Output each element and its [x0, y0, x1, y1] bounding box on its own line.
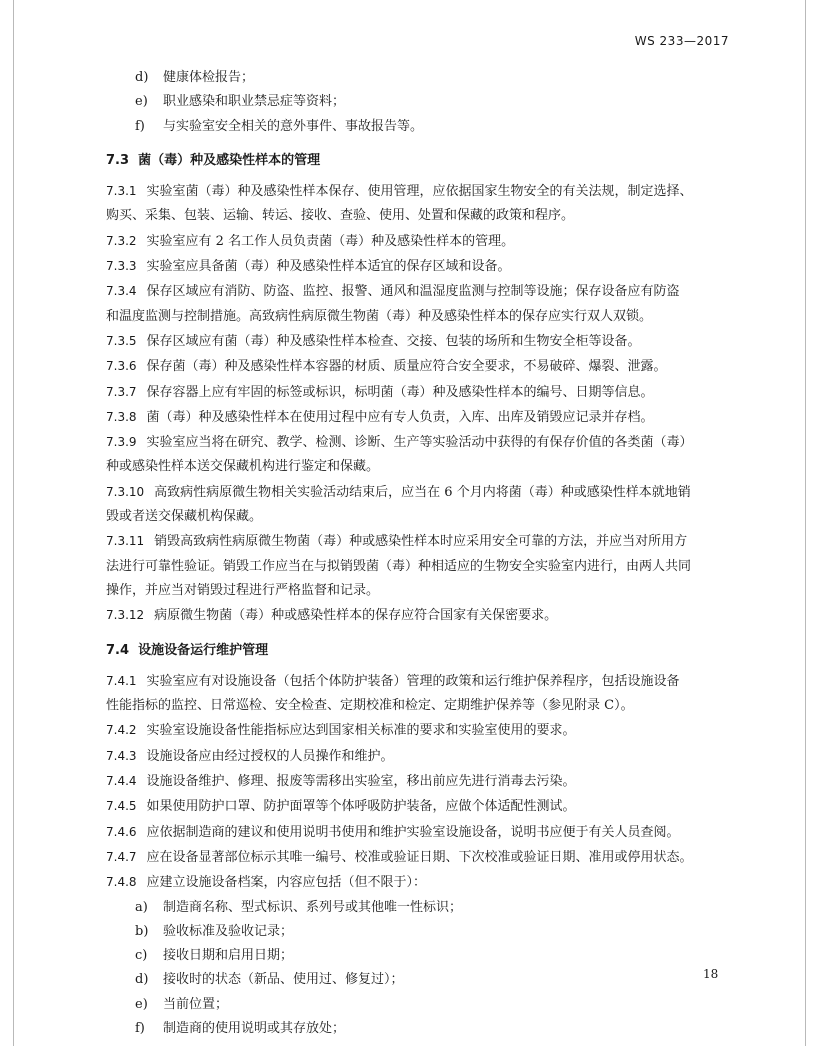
clause-line [106, 669, 732, 694]
clause-line [106, 354, 732, 379]
clause-line [106, 555, 732, 579]
clause-line [106, 603, 732, 628]
item-text: 制造商名称、型式标识、系列号或其他唯一性标识； [163, 899, 463, 915]
clause-line [106, 279, 732, 304]
document-body [106, 66, 732, 1041]
clause-text: 菌（毒）种及感染性样本在使用过程中应有专人负责，入库、出库及销毁应记录并存档。 [146, 409, 654, 425]
item-label: e) [135, 996, 148, 1012]
clause-text: 如果使用防护口罩、防护面罩等个体呼吸防护装备，应做个体适配性测试。 [146, 799, 576, 815]
clause-number: 7.3.9 [106, 435, 137, 450]
clause-text: 销毁高致病性病原微生物菌（毒）种或感染性样本时应采用安全可靠的方法，并应当对所用方 [154, 534, 688, 550]
clause-number: 7.4.3 [106, 748, 137, 763]
clause-line [106, 380, 732, 405]
item-label: e) [135, 94, 148, 110]
clause-text: 实验室应有对设施设备（包括个体防护装备）管理的政策和运行维护保养程序，包括设施设备 [146, 673, 680, 689]
item-label: b) [135, 923, 149, 939]
clause-line [106, 769, 732, 794]
clause-text: 设施设备应由经过授权的人员操作和维护。 [146, 748, 394, 764]
item-label: a) [135, 899, 148, 915]
clause-line [106, 179, 732, 204]
clause-number: 7.3.1 [106, 184, 137, 199]
clause-line [106, 229, 732, 254]
clause-line [106, 455, 732, 479]
clause-number: 7.3.4 [106, 284, 137, 299]
clause-text: 高致病性病原微生物相关实验活动结束后，应当在 6 个月内将菌（毒）种或感染性样本就地销 [154, 484, 691, 500]
clause-line [106, 794, 732, 819]
clause-number: 7.4.2 [106, 723, 137, 738]
clause-text: 种或感染性样本送交保藏机构进行鉴定和保藏。 [106, 459, 380, 475]
left-margin-rule [13, 0, 14, 1046]
clause-text: 操作，并应当对销毁过程进行严格监督和记录。 [106, 582, 380, 598]
clause-number: 7.3.2 [106, 233, 137, 248]
top-item-list [106, 66, 732, 139]
clause-number: 7.4.1 [106, 673, 137, 688]
item-text: 当前位置； [163, 996, 229, 1012]
clause-text: 应依据制造商的建议和使用说明书使用和维护实验室设施设备，说明书应便于有关人员查阅。 [146, 824, 680, 840]
clause-line [106, 820, 732, 845]
clause-line [106, 744, 732, 769]
clause-text: 实验室设施设备性能指标应达到国家相关标准的要求和实验室使用的要求。 [146, 723, 576, 739]
section-heading-7-4 [106, 639, 732, 663]
section-title: 菌（毒）种及感染性样本的管理 [138, 152, 321, 168]
list-item [106, 1017, 732, 1041]
item-text: 制造商的使用说明或其存放处； [163, 1020, 346, 1036]
list-item [106, 920, 732, 944]
clause-line [106, 529, 732, 554]
clause-number: 7.3.11 [106, 534, 145, 549]
clause-text: 购买、采集、包装、运输、转运、接收、查验、使用、处置和保藏的政策和程序。 [106, 208, 575, 224]
list-item [106, 993, 732, 1017]
clause-line [106, 694, 732, 718]
clause-number: 7.4.7 [106, 849, 137, 864]
list-item [106, 115, 732, 139]
clause-line [106, 718, 732, 743]
page-number: 18 [703, 967, 719, 981]
clause-number: 7.3.8 [106, 409, 137, 424]
clause-line [106, 579, 732, 603]
clause-text: 设施设备维护、修理、报废等需移出实验室，移出前应先进行消毒去污染。 [146, 774, 576, 790]
section-title: 设施设备运行维护管理 [138, 642, 269, 658]
clause-text: 实验室应有 2 名工作人员负责菌（毒）种及感染性样本的管理。 [146, 233, 515, 249]
list-item [106, 66, 732, 90]
item-text: 接收日期和启用日期； [163, 948, 294, 964]
clause-line [106, 845, 732, 870]
clause-number: 7.3.12 [106, 608, 145, 623]
standard-code-header: WS 233—2017 [634, 34, 729, 48]
clause-text: 保存区域应有菌（毒）种及感染性样本检查、交接、包装的场所和生物安全柜等设备。 [146, 333, 641, 349]
clause-line [106, 254, 732, 279]
clause-number: 7.4.8 [106, 875, 137, 890]
clause-text: 实验室菌（毒）种及感染性样本保存、使用管理，应依据国家生物安全的有关法规，制定选择、 [146, 184, 693, 200]
clause-text: 法进行可靠性验证。销毁工作应当在与拟销毁菌（毒）种相适应的生物安全实验室内进行，由两人共同 [106, 558, 692, 574]
section-number: 7.3 [106, 152, 130, 168]
item-list-7-4-8 [106, 896, 732, 1042]
clause-text: 保存区域应有消防、防盗、监控、报警、通风和温湿度监测与控制等设施；保存设备应有防盗 [146, 284, 680, 300]
item-label: d) [135, 972, 149, 988]
clause-line [106, 305, 732, 329]
clause-number: 7.4.6 [106, 824, 137, 839]
clause-number: 7.3.3 [106, 259, 137, 274]
clause-number: 7.3.10 [106, 484, 145, 499]
item-text: 健康体检报告； [163, 70, 255, 85]
list-item [106, 90, 732, 114]
clause-line [106, 405, 732, 430]
clause-text: 病原微生物菌（毒）种或感染性样本的保存应符合国家有关保密要求。 [154, 608, 558, 624]
clause-text: 毁或者送交保藏机构保藏。 [106, 509, 263, 525]
section-heading-7-3 [106, 149, 732, 173]
clause-number: 7.3.5 [106, 333, 137, 348]
clause-line [106, 870, 732, 895]
clause-text: 保存菌（毒）种及感染性样本容器的材质、质量应符合安全要求，不易破碎、爆裂、泄露。 [146, 359, 667, 375]
item-label: f) [135, 1020, 145, 1036]
clause-text: 应建立设施设备档案，内容应包括（但不限于）： [146, 875, 427, 891]
clause-text: 保存容器上应有牢固的标签或标识，标明菌（毒）种及感染性样本的编号、日期等信息。 [146, 384, 654, 400]
clause-text: 实验室应当将在研究、教学、检测、诊断、生产等实验活动中获得的有保存价值的各类菌（毒） [146, 435, 693, 451]
clause-line [106, 329, 732, 354]
item-label: f) [135, 118, 145, 134]
item-text: 验收标准及验收记录； [163, 923, 294, 939]
clause-number: 7.3.6 [106, 359, 137, 374]
item-text: 与实验室安全相关的意外事件、事故报告等。 [163, 118, 424, 134]
clause-text: 性能指标的监控、日常巡检、安全检查、定期校准和检定、定期维护保养等（参见附录 C）。 [106, 698, 634, 714]
clause-line [106, 480, 732, 505]
clause-line [106, 204, 732, 228]
item-label: d) [135, 70, 149, 85]
item-label: c) [135, 948, 148, 964]
clause-number: 7.4.5 [106, 799, 137, 814]
section-number: 7.4 [106, 642, 130, 658]
item-text: 职业感染和职业禁忌症等资料； [163, 94, 346, 110]
list-item [106, 896, 732, 920]
clause-text: 和温度监测与控制措施。高致病性病原微生物菌（毒）种及感染性样本的保存应实行双人双锁。 [106, 308, 653, 324]
clause-list-7-3 [106, 179, 732, 628]
clause-line [106, 430, 732, 455]
list-item [106, 968, 732, 992]
clause-text: 应在设备显著部位标示其唯一编号、校准或验证日期、下次校准或验证日期、准用或停用状态。 [146, 849, 693, 865]
clause-number: 7.4.4 [106, 774, 137, 789]
item-text: 接收时的状态（新品、使用过、修复过）； [163, 972, 404, 988]
list-item [106, 944, 732, 968]
right-margin-rule [805, 0, 806, 1046]
clause-list-7-4 [106, 669, 732, 896]
clause-line [106, 505, 732, 529]
clause-text: 实验室应具备菌（毒）种及感染性样本适宜的保存区域和设备。 [146, 259, 511, 275]
clause-number: 7.3.7 [106, 384, 137, 399]
